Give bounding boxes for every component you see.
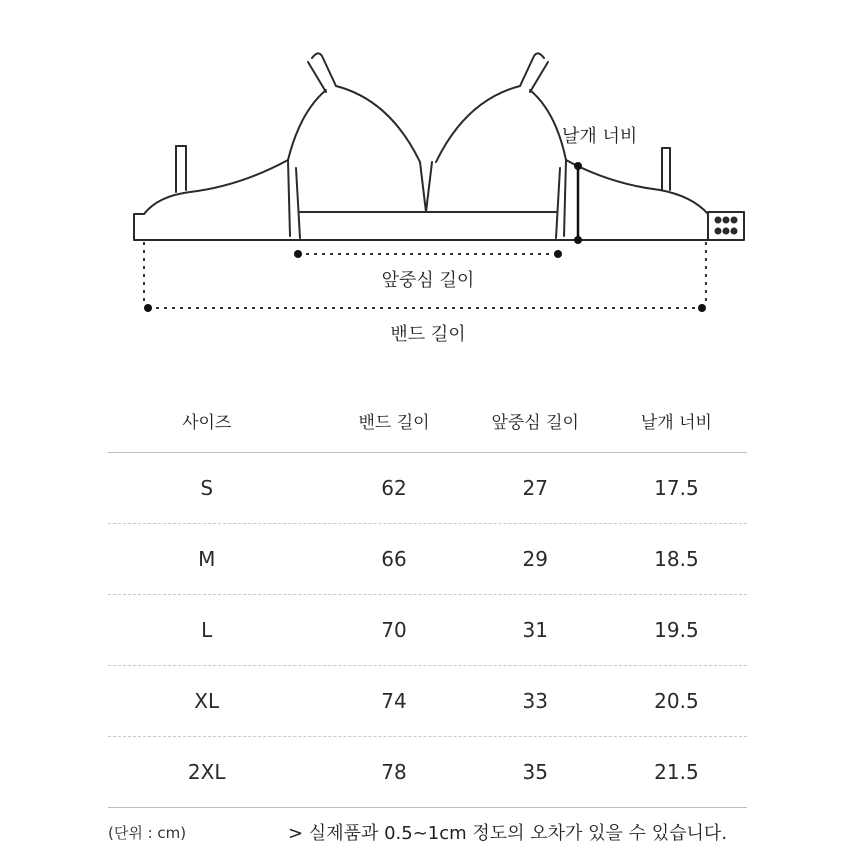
band-length-cell: 78 [381, 760, 407, 784]
wing-width-cell: 20.5 [654, 689, 699, 713]
size-cell: S [200, 476, 214, 500]
band-length-cell: 66 [381, 547, 407, 571]
band-length-cell: 70 [381, 618, 407, 642]
table-row [108, 453, 747, 524]
wing-width-label: 날개 너비 [562, 126, 638, 147]
center-front-length-cell: 29 [522, 547, 548, 571]
size-cell: 2XL [187, 760, 226, 784]
wing-width-cell: 21.5 [654, 760, 699, 784]
wing-width-cell: 17.5 [654, 476, 699, 500]
band-length-cell: 62 [381, 476, 407, 500]
header-wing-width: 날개 너비 [640, 413, 712, 433]
unit-note: (단위 : cm) [108, 824, 187, 842]
center-front-length-label: 앞중심 길이 [381, 270, 475, 291]
wing-width-cell: 18.5 [654, 547, 699, 571]
table-header-row [108, 400, 747, 453]
size-chart-table [108, 400, 747, 808]
center-front-length-cell: 33 [522, 689, 548, 713]
center-front-length-cell: 31 [522, 618, 548, 642]
header-size: 사이즈 [182, 413, 232, 433]
table-row [108, 595, 747, 666]
band-length-cell: 74 [381, 689, 407, 713]
size-cell: M [198, 547, 216, 571]
tolerance-note: > 실제품과 0.5~1cm 정도의 오차가 있을 수 있습니다. [288, 823, 728, 844]
bra-measurement-diagram [0, 0, 856, 360]
table-row [108, 524, 747, 595]
center-front-length-cell: 27 [522, 476, 548, 500]
band-length-label: 밴드 길이 [390, 324, 466, 345]
header-band-length: 밴드 길이 [358, 413, 430, 433]
table-row [108, 737, 747, 808]
wing-width-cell: 19.5 [654, 618, 699, 642]
center-front-length-cell: 35 [522, 760, 548, 784]
size-cell: XL [194, 689, 220, 713]
table-row [108, 666, 747, 737]
size-cell: L [201, 618, 213, 642]
header-center-front-length: 앞중심 길이 [491, 413, 579, 433]
bra-outline-illustration [0, 0, 856, 360]
